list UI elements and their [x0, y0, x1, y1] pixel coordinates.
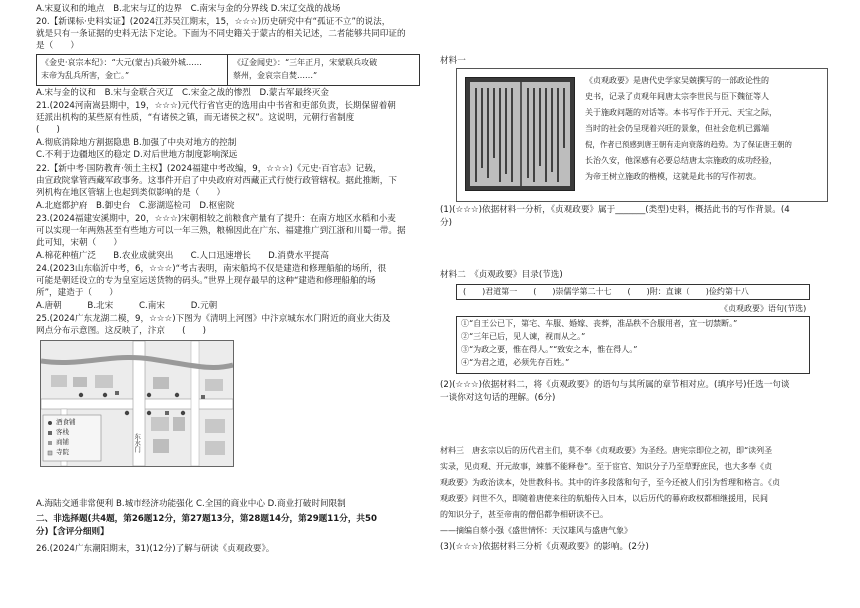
material-2-label: 材料二 《贞观政要》目录(节选): [440, 270, 563, 280]
part2-line-1: 二、非选择题(共4题，第26题12分，第27题13分，第28题14分，第29题11分，共50: [36, 514, 377, 524]
material-1-text-6: 长治久安，他深感有必要总结唐太宗施政的成功经验，: [585, 156, 777, 165]
table-right-1: 《辽金闻史》：“三年正月，宋蒙联兵攻破: [233, 58, 378, 67]
toc-box: [456, 284, 810, 300]
question-2-line-2: 一谈你对这句话的理解。(6分): [440, 393, 556, 403]
material-1-text-4: 当时的社会仍呈现着兴旺的景象，但社会危机已露端: [585, 124, 769, 133]
material-1-text-5: 倪，作者已预感到唐王朝有走向衰落的趋势。为了保证唐王朝的: [585, 140, 792, 149]
q20-options: A.宋与金的议和 B.宋与金联合灭辽 C.宋金之战的惨烈 D.蒙古军最终灭金: [36, 88, 329, 98]
q22-line-1: 22.【新中考·国防教育·领土主权】(2024福建中考改编，9，☆☆☆)《元史·百官志》记载，: [36, 164, 382, 174]
q24-options: A.唐朝 B.北宋 C.南宋 D.元朝: [36, 301, 218, 311]
toc-items: ( )君道第一 ( )崇儒学第二十七 ( )附：直谏（ )俭约第十八: [463, 287, 749, 296]
q21-option-1: A.彻底消除地方割据隐患 B.加强了中央对地方的控制: [36, 138, 237, 148]
material-3-line-1: 材料三 唐玄宗以后的历代君主们，莫不奉《贞观政要》为圣经。唐宪宗即位之初，即“读列圣: [440, 446, 773, 455]
material-1-text-7: 为帝王树立施政的楷模，这就是此书的写作初衷。: [585, 172, 761, 181]
q20-line-3: 是（ ）: [36, 41, 79, 51]
q22-line-2: 由宣政院掌管西藏军政事务。这事件开启了中央政府对西藏正式行使行政管辖权。据此推断，下: [36, 176, 397, 186]
question-1-line-2: 分): [440, 218, 452, 228]
legend-item-3: 商铺: [56, 438, 69, 446]
q23-line-3: 此可知，宋朝（ ）: [36, 238, 122, 248]
q19-options: A.宋夏议和的地点 B.北宋与辽的边界 C.南宋与金的分界线 D.宋辽交战的战场: [36, 4, 341, 14]
q23-line-2: 可以实现一年两熟甚至有些地方可以一年三熟，粮棉因此在广东、福建推广到江浙和川蜀一带。据: [36, 226, 406, 236]
q21-line-1: 21.(2024河南嵩县期中，19，☆☆☆)元代行省官吏的选用由中书省和吏部负责，长期保留着朝: [36, 101, 396, 111]
map-gate-label: 东水门: [133, 433, 142, 453]
quote-1: ①“自王公已下，第宅、车服、婚嫁、丧葬，准品秩不合服用者，宜一切禁断。”: [461, 319, 738, 328]
q23-line-1: 23.(2024福建安溪期中，20，☆☆☆)宋朝相较之前粮食产量有了提升：在南方地区水稻和小麦: [36, 214, 396, 224]
quote-2: ②“三年已后，见人谏，视而从之。”: [461, 332, 586, 341]
q22-line-3: 列机构在地区管辖上也起到类似影响的是（ ）: [36, 188, 226, 198]
question-1-line-1: (1)(☆☆☆)依据材料一分析，《贞观政要》属于_______(类型)史料，概括此书的写作背景。(4: [440, 205, 790, 215]
material-1-text-1: 《贞观政要》是唐代史学家吴兢撰写的一部政论性的: [585, 76, 769, 85]
legend-item-1: 酒食铺: [56, 418, 76, 426]
q26-stem: 26.(2024广东潮阳期末，31)(12分)了解与研读《贞观政要》。: [36, 544, 275, 554]
material-1-frame: [456, 68, 828, 202]
table-left-2: 末帝为乱兵所害，金亡。”: [41, 71, 130, 80]
q20-line-2: 就是只有一条证据的史料无法下定论。下面为不同史籍关于蒙古的相关记述，二者能够共同印证的: [36, 29, 406, 39]
material-1-text-2: 史书，记录了贞观年间唐太宗李世民与臣下魏征等人: [585, 92, 769, 101]
q25-options: A.海陆交通非常便利 B.城市经济功能强化 C.全国的商业中心 D.商业打破时间限制: [36, 499, 346, 509]
q20-line-1: 20.【新课标·史料实证】(2024江苏吴江期末，15，☆☆☆)历史研究中有“孤证不立”的说法，: [36, 17, 391, 27]
book-scan-image: [465, 77, 575, 191]
q24-line-2: 可能是朝廷设立的专为皇室运送货物的码头。”世界上现存最早的这种“建造和修理船舶的场: [36, 276, 376, 286]
q20-source-table: [36, 54, 420, 86]
q21-line-2: 廷派出机构的某些原有性质，“有诸侯之镇，而无诸侯之权”。这说明，元朝行省制度: [36, 113, 355, 123]
q25-line-2: 网点分布示意图。这反映了，汴京 ( ): [36, 326, 206, 336]
material-3-line-5: 的知识分子，甚至帝南的僧侣都争相研读不已。: [440, 510, 608, 519]
material-3-line-3: 观政要》为政治读本，处世教科书。其中的许多段落和句子，至今还被人们引为哲理和格言。《贞: [440, 478, 780, 487]
quote-4: ④“为君之道，必须先存百姓。”: [461, 358, 570, 367]
material-1-label: 材料一: [440, 56, 466, 66]
q25-line-1: 25.(2024广东龙湖二模，9，☆☆☆)下图为《清明上河图》中汴京城东水门附近的商业大街及: [36, 314, 391, 324]
quotes-title: 《贞观政要》语句(节选): [720, 304, 807, 313]
table-right-2: 蔡州，金哀宗自焚……”: [233, 71, 318, 80]
question-3: (3)(☆☆☆)依据材料三分析《贞观政要》的影响。(2分): [440, 542, 649, 552]
table-divider: [227, 55, 228, 85]
question-2-line-1: (2)(☆☆☆)依据材料二，将《贞观政要》的语句与其所属的章节相对应。(填序号)任选一句谈: [440, 380, 790, 390]
legend-item-2: 客栈: [56, 428, 69, 436]
book-scan-svg: [466, 78, 574, 190]
q21-line-3: ( ): [36, 125, 60, 135]
q23-options: A.棉花种植广泛 B.农业成就突出 C.人口迅速增长 D.消费水平提高: [36, 251, 329, 261]
part2-line-2: 分)【含评分细则】: [36, 527, 109, 537]
quote-3: ③“为政之要，惟在得人。”“致安之本，惟在得人。”: [461, 345, 638, 354]
q22-options: A.北庭都护府 B.御史台 C.澎湖巡检司 D.枢密院: [36, 201, 235, 211]
material-1-text-3: 关于施政问题的对话等。本书写作于开元、天宝之际，: [585, 108, 777, 117]
q24-line-1: 24.(2023山东临沂中考，6，☆☆☆)“考古表明，南宋船坞不仅是建造和修理船舶的场所，很: [36, 264, 387, 274]
q21-option-2: C.不利于边疆地区的稳定 D.对后世地方制度影响深远: [36, 150, 238, 160]
material-3-source: ——摘编自蔡小强《盛世情怀：天汉雄风与盛唐气象》: [440, 526, 632, 535]
street-map-figure: [40, 340, 234, 467]
q24-line-3: 所”，建造于（ ）: [36, 288, 118, 298]
legend-item-4: 寺院: [56, 448, 69, 456]
material-3-line-4: 观政要》问世不久，即随着唐使来往的航船传入日本，以后历代的幕府政权都相继援用，民间: [440, 494, 768, 503]
material-3-line-2: 实录，见贞观、开元故事，竦慕不能释卷”。至于宦官、知识分子乃至草野庶民，也大多奉《贞: [440, 462, 773, 471]
table-left-1: 《金史·哀宗本纪》：“大元(蒙古)兵破外城……: [41, 58, 202, 67]
quotes-box: [456, 316, 810, 374]
